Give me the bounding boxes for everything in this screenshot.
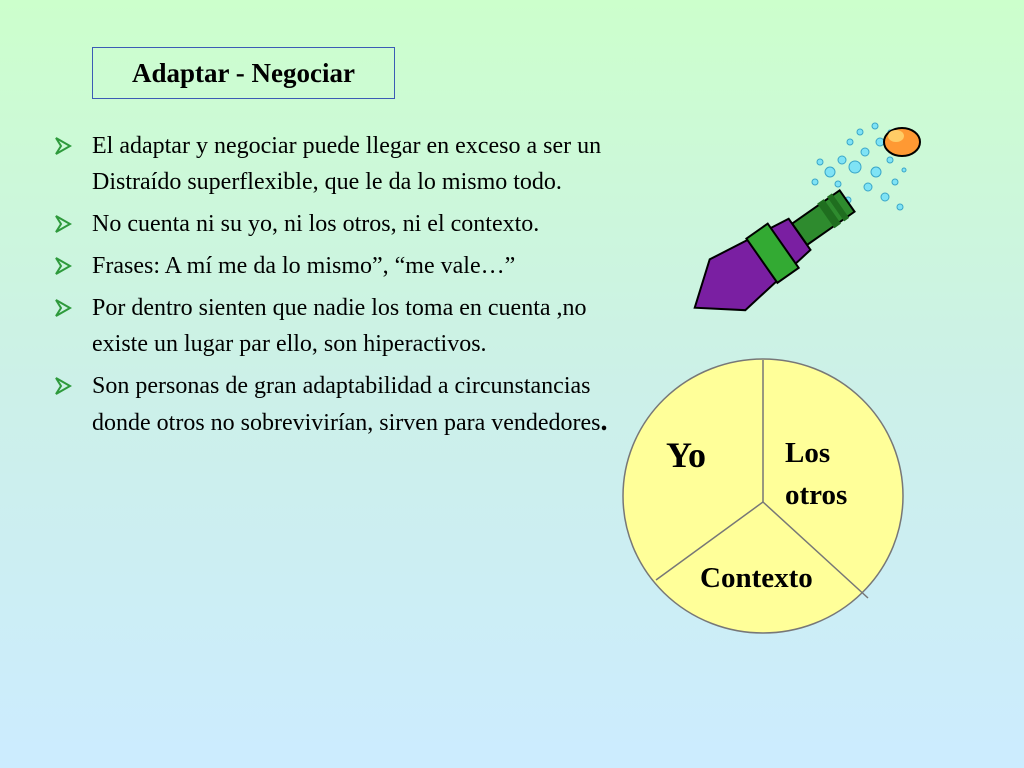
bullet-text	[92, 373, 608, 436]
bullet-item	[54, 206, 614, 242]
bullet-item	[54, 128, 614, 200]
segment-label-otros-line2: otros	[785, 479, 848, 511]
segment-label-yo: Yo	[666, 435, 707, 475]
arrow-bullet-icon	[54, 290, 80, 326]
bullet-text: Por dentro sienten que nadie los toma en cuenta ,no existe un lugar par ello, son hiperactivos.	[92, 295, 587, 357]
bullet-text-main: Son personas de gran adaptabilidad a circunstancias donde otros no sobrevivirían, sirven para vendedores	[92, 373, 601, 436]
slide-title-text: Adaptar - Negociar	[132, 57, 355, 88]
arrow-bullet-icon	[54, 368, 80, 404]
cork	[884, 128, 920, 156]
segment-label-contexto: Contexto	[700, 562, 813, 594]
bullet-text: El adaptar y negociar puede llegar en exceso a ser un Distraído superflexible, que le da lo mismo todo.	[92, 133, 602, 195]
bullet-item	[54, 248, 614, 284]
segment-label-otros-line1: Los	[785, 437, 831, 469]
bullet-item	[54, 290, 614, 362]
segment-label-otros	[785, 432, 847, 516]
pie-diagram	[618, 354, 908, 639]
bullet-item	[54, 368, 614, 441]
arrow-bullet-icon	[54, 206, 80, 242]
arrow-bullet-icon	[54, 248, 80, 284]
bullet-text: Frases: A mí me da lo mismo”, “me vale…”	[92, 253, 516, 279]
bottle-body	[690, 176, 865, 332]
arrow-bullet-icon	[54, 128, 80, 164]
slide-title	[92, 47, 395, 99]
bullet-text-period: .	[600, 406, 608, 437]
bullet-list	[54, 128, 614, 447]
champagne-bottle-icon	[690, 112, 930, 332]
bullet-text: No cuenta ni su yo, ni los otros, ni el contexto.	[92, 211, 540, 237]
